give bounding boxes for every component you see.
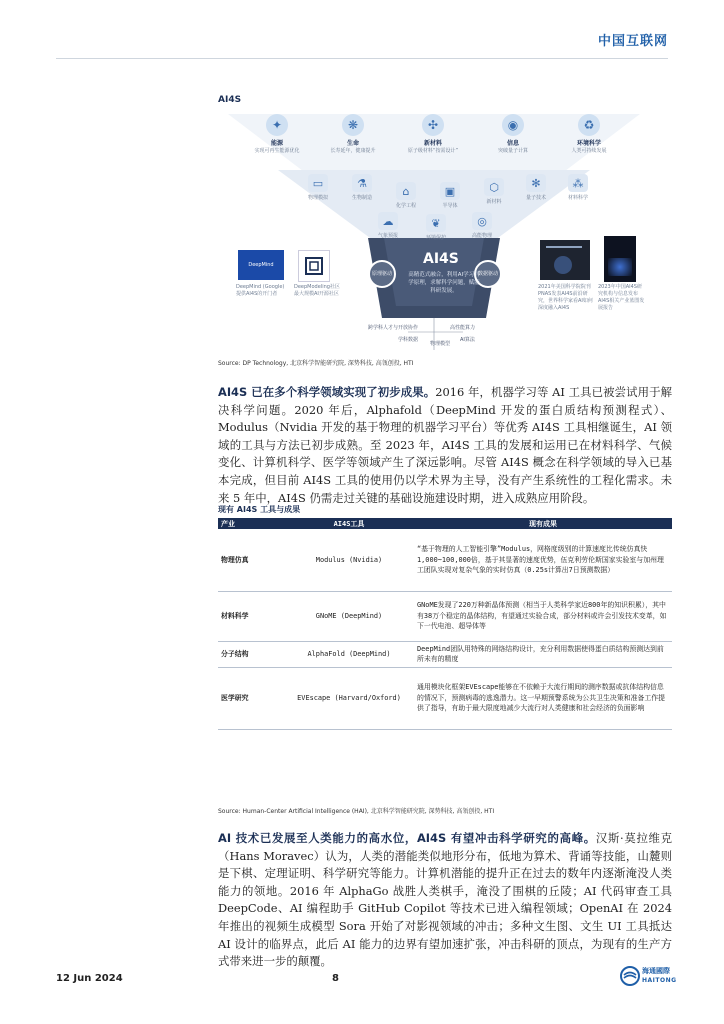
logo-text-en: HAITONG	[642, 977, 677, 984]
method-item: ✻ 量子技术	[514, 174, 558, 201]
haitong-emblem-icon	[620, 966, 640, 986]
cell-result: GNoME发现了220万种新晶体预测（相当于人类科学家近800年的知识积累），其中有38万个稳定的晶体结构，有望通过实验合成，部分材料或许会引发技术变革，如下一代电池、超导体等	[414, 591, 672, 641]
cell-industry: 医学研究	[218, 667, 284, 729]
topic-life: ❋ 生命 长寿延年，健康提升	[318, 114, 388, 154]
paragraph-ai-frontier	[218, 830, 672, 971]
topic-materials: ✣ 新材料 原子级材料“按需设计”	[398, 114, 468, 154]
method-item: ☁ 气象预报	[366, 212, 410, 239]
table-title: 现有 AI4S 工具与成果	[218, 505, 301, 514]
battery-icon: ▭	[308, 174, 328, 192]
lightbulb-icon: ✦	[266, 114, 288, 136]
haitong-logo	[620, 962, 680, 992]
paragraph-lead: AI 技术已发展至人类能力的高水位，AI4S 有望冲击科学研究的高峰。	[218, 831, 596, 845]
cell-result: “基于物理的人工智能引擎”Modulus，网格度级别的计算速度比传统仿真快1,000~100,000倍，基于其显著的速度优势，伍克利劳伦斯国家实验室与加州理工团队实现对复杂气象的实时仿真（0.25s计算出7日预测数据）	[414, 529, 672, 591]
topic-environment: ♻ 环境科学 人类可持续发展	[554, 114, 624, 154]
header-divider	[56, 58, 668, 59]
table-row	[218, 641, 672, 667]
ai4s-tools-table	[218, 518, 672, 730]
network-icon: ⬡	[484, 178, 504, 196]
deepmodeling-icon	[304, 256, 324, 276]
method-item: ◎ 高能物理	[460, 212, 504, 239]
leaf-icon: ❦	[426, 214, 446, 232]
table-header-row	[218, 518, 672, 529]
paragraph-body: 2016 年，机器学习等 AI 工具已被尝试用于解决科学问题。2020 年后，Alphafold（DeepMind 开发的蛋白质结构预测程式）、Modulus（Nvidia 开发的基于物理的机器学习平台）等优秀 AI4S 工具相继诞生，AI 领域的工具与方法已初步成熟。至 2023 年，AI4S 工具的发展和运用已在材料科学、气候变化、计算机科学、医学等领域产生了深远影响。尽管 AI4S 概念在科学领域的导入已基本完成，但目前 AI4S 工具的使用仍以学术界为主导，没有产生系统性的工程化需求。未来 5 年中，AI4S 仍需走过关键的基础设施建设时期，进入成熟应用阶段。	[218, 385, 672, 505]
paragraph-lead: AI4S 已在多个科学领域实现了初步成果。	[218, 385, 436, 399]
cell-industry: 物理仿真	[218, 529, 284, 591]
left-caption-2: DeepModeling社区 最大规模AI开源社区	[294, 284, 340, 297]
footer-date: 12 Jun 2024	[56, 973, 123, 984]
bubble-principle-driven: 原理驱动	[368, 260, 396, 288]
topic-energy: ✦ 能源 实现可再生能源优化	[242, 114, 312, 154]
method-item: ⚗ 生物制造	[340, 174, 384, 201]
deepmodeling-logo	[298, 250, 330, 282]
right-caption-2: 2023年中国AI4S研究机构与信息发布AI4S相关产业蓝图发展报告	[598, 284, 645, 311]
cell-industry: 分子结构	[218, 641, 284, 667]
journal-cover-image	[540, 240, 590, 280]
figure-label: AI4S	[218, 95, 242, 105]
bottom-label: 高性能算力	[450, 325, 476, 331]
method-item: ▭ 物理模拟	[296, 174, 340, 201]
bottom-label: 跨学科人才与开放协作	[368, 325, 419, 331]
cell-tool: EVEscape (Harvard/Oxford)	[284, 667, 414, 729]
cell-tool: AlphaFold (DeepMind)	[284, 641, 414, 667]
cloud-icon: ☁	[378, 212, 398, 230]
atom-icon: ✻	[526, 174, 546, 192]
table-row	[218, 591, 672, 641]
bubble-data-driven: 数据驱动	[474, 260, 502, 288]
column-header: AI4S工具	[284, 518, 414, 529]
grid-icon: ⁂	[568, 174, 588, 192]
logo-text-cn: 海通國際	[642, 967, 670, 975]
right-caption-1: 2021年美国科学院院刊PNAS发表AI4S前沿研究，世界科学家看AI如何深度融入AI4S	[538, 284, 593, 311]
ai4s-diagram	[218, 110, 650, 355]
left-caption-1: DeepMind (Google) 提供AI4S的开门者	[236, 284, 285, 297]
brain-icon: ◉	[502, 114, 524, 136]
report-cover-image	[604, 236, 636, 282]
method-item: ▣ 半导体	[428, 182, 472, 209]
flask-icon: ⚗	[352, 174, 372, 192]
beaker-icon: ⌂	[396, 182, 416, 200]
page-number: 8	[332, 973, 339, 984]
table-row	[218, 667, 672, 729]
orbit-icon: ◎	[472, 212, 492, 230]
topic-information: ◉ 信息 突破量子计算	[478, 114, 548, 154]
core-title: AI4S	[423, 251, 459, 267]
core-body: 高精范式融合，利用AI学习科学原理，求解科学问题，赋能科研发展。	[408, 272, 480, 294]
figure-source: Source: DP Technology, 北京科学智能研究院, 深势科技, 高瓴创投, HTI	[218, 360, 414, 367]
chip-icon: ▣	[440, 182, 460, 200]
method-item: ⌂ 化学工程	[384, 182, 428, 209]
cell-tool: Modulus (Nvidia)	[284, 529, 414, 591]
bottom-label: AI算法	[460, 337, 475, 343]
cell-tool: GNoME (DeepMind)	[284, 591, 414, 641]
paragraph-body: 汉斯·莫拉维克（Hans Moravec）认为，人类的潜能类似地形分布，低地为算术、背诵等技能，山麓则是下棋、定理证明、科学研究等能力。计算机潜能的提升正在过去的数年内逐渐淹没人类能力的领地。2016 年 AlphaGo 战胜人类棋手，淹没了围棋的丘陵；AI 代码审查工具 DeepCode、AI 编程助手 GitHub Copilot 等技术已进入编程领域；OpenAI 在 2024 年推出的视频生成模型 Sora 开始了对影视领域的冲击；多种文生图、文生 UI 工具抵达 AI 设计的临界点，此后 AI 能力的边界有望加速扩张，冲击科研的顶点，为现有的生产方式带来进一步的颠覆。	[218, 831, 673, 969]
column-header: 产业	[218, 518, 284, 529]
cell-result: DeepMind团队用特殊的网络结构设计，充分利用数据使得蛋白质结构预测达到前所未有的精度	[414, 641, 672, 667]
table-source: Source: Human-Center Artificial Intelligence (HAI), 北京科学智能研究院, 深势科技, 高瓴创投, HTI	[218, 808, 495, 815]
molecule-icon: ✣	[422, 114, 444, 136]
method-item: ❦ 环境保护	[414, 214, 458, 241]
cell-result: 通用模块化框架EVEscape能够在不依赖于大流行期间的测序数据或抗体结构信息的情况下，预测病毒的逃逸潜力。这一早期预警系统为公共卫生决策和准备工作提供了指导，有助于最大限度地减少大流行对人类健康和社会经济的负面影响	[414, 667, 672, 729]
bottom-label: 物理模型	[430, 341, 451, 347]
method-item: ⁂ 材料科学	[556, 174, 600, 201]
recycle-icon: ♻	[578, 114, 600, 136]
deepmind-logo: DeepMind	[238, 250, 284, 280]
table-row	[218, 529, 672, 591]
method-item: ⬡ 新材料	[472, 178, 516, 205]
column-header: 现有成果	[414, 518, 672, 529]
bottom-label: 学科数据	[398, 337, 419, 343]
cell-industry: 材料科学	[218, 591, 284, 641]
paragraph-ai4s-results	[218, 384, 672, 507]
dna-icon: ❋	[342, 114, 364, 136]
header-title: 中国互联网	[597, 34, 668, 49]
